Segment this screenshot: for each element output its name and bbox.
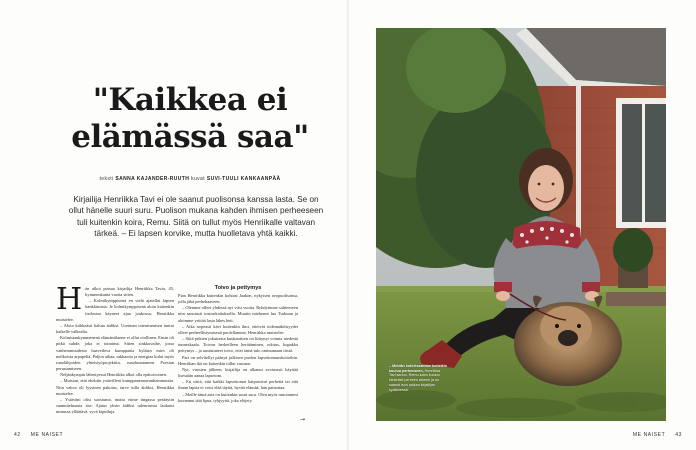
body-paragraph: Pian Henriikka kuitenkin kohtasi Jaakon, nykyisen avopuolisonsa, jolla jäkä perhehaaveen. bbox=[178, 293, 298, 305]
body-paragraph: – Muistan, että ehdotin ystävilleni kumppaneanavanhemmuutta. Niin vahva oli lyysinen pakotus, tarve tulla äidiksi, Henriikka muistelee. bbox=[56, 378, 174, 396]
body-column-1 bbox=[56, 282, 174, 415]
magazine-name-left: ME NAISET bbox=[30, 432, 64, 438]
body-paragraph: Nyt, vuosien jälkeen, kirjailija on alkanut avoimesti käyttää lisesiään aanaa lapsetom. bbox=[178, 366, 298, 379]
page-number-left: 42 bbox=[14, 432, 21, 438]
body-paragraph: Neljänkympin lähestyessä Henriikka alkoi olla epätoivoinen. bbox=[60, 372, 168, 378]
magazine-name-right: ME NAISET bbox=[632, 432, 666, 438]
article-credits bbox=[40, 176, 340, 182]
body-paragraph: Pari on selvitellyt pääsyä julkisen puolen lapsettomuushoitoihin. Henriikan ikä on kuitenkin tullut vastaan. bbox=[178, 354, 298, 366]
page-gutter bbox=[347, 0, 349, 450]
folio-right bbox=[633, 432, 682, 438]
credit-text-label: teksti bbox=[99, 176, 114, 182]
drop-cap: H bbox=[56, 282, 83, 317]
photo-caption bbox=[389, 364, 447, 392]
credit-photo-label: kuvat bbox=[191, 176, 206, 182]
article-lead: Kirjailija Henriikka Tavi ei ole saanut puolisonsa kanssa lasta. Se on ollut hänelle suuri suru. Puolison mukana kahden ihmisen perheeseen tuli kuitenkin koira, Remu. Siitä on tullut myös Henriikalle valtavan tärkeä. – Ei lapsen korvike, mutta huolletava yhtä kaikki. bbox=[68, 195, 324, 239]
title-line-2: elämässä saa" bbox=[71, 119, 309, 155]
body-paragraph: – Kolmikymppisenä en vielä ajatellut lapsen hankkimista. Je kolmikymppisenä aloin kuitenkin tiedostaa käyneet ajan joukossa, Henriikka muistelee. bbox=[56, 298, 174, 322]
body-paragraph: – Ystäväni olisi suostunut, mutta viime tingassa perääytin suunnitelmasta itse. Ajatus yksin äidiksi tulemisesta laukaisi minussa ylläätävä, syvä kipuiluja. bbox=[56, 396, 174, 415]
caption-rest: Henriikka Tavi sanoo. Remu-koira kuuluu kiinteästi perheen arkeen ja on saanut ison paikan kirjailijan sydämessä. bbox=[389, 368, 441, 392]
body-paragraph: än alkoi puisua kirjailija Henriikka Tavia, 45, kymmenkunta vuotta sitten. bbox=[85, 286, 174, 298]
section-subhead: Toivo ja pettymys bbox=[214, 285, 262, 291]
article-title bbox=[40, 82, 340, 156]
continue-arrow-icon: → bbox=[300, 416, 306, 423]
body-paragraph: – Siitä pitkien jokaisesta kuukautisen on liittynyt voimia niedestä tunneskaala. Toivon herkeilleen herätäminen, odotus, kupakka pettymys – ja uusiutuneet toivo, ettei tämä tulo ominumaan tiistä. bbox=[178, 336, 298, 354]
body-paragraph: – Aika nopeasti kävi kuitenkin ilmi, etteivät todennäköisyydet olleet perheellistymiseuä puolellamme, Henriikka muistelee. bbox=[178, 323, 298, 335]
credit-photographer: SUVI-TUULI KANKAANPÄÄ bbox=[206, 176, 281, 182]
credit-writer: SANNA KAJANDER-RUUTH bbox=[115, 176, 190, 182]
folio-left bbox=[14, 432, 63, 438]
body-paragraph: – Meille tämä asia on kuitenkin suuri suru. Olen myös runotamesi kuvannut tätä lipsa, tyhjyyttä, joka elöjety. bbox=[178, 391, 298, 403]
caption-lead: – Meidän kotirrissamme kotieläin kuuluu perheeseen, bbox=[389, 364, 447, 373]
body-paragraph: Kolmistaukymmenenä elämäntilanne ei ollut otollinen. Ensin oli pitkä suhde, joka ei toiminut. Sitten sinkkuvaihe, jossa vanhemmuudesta haaveileva kumppania kyläsin mies oli melkoista arpapeliä. Paljon aikaa, rakkautta ja energiaa kului myös runolähjoiden yhteistyöprojektiin, runoluuntaneen Poesian perustamiseen. bbox=[56, 335, 174, 372]
body-paragraph: – En väitä, että kaikki lapsettomat kaipaisivat perhettä tai että ilman lapsia ei voisi elää täyttä, hyvää elämää, hän painottaa. bbox=[178, 379, 298, 391]
body-column-2 bbox=[178, 284, 298, 404]
title-line-1: "Kaikkea ei bbox=[92, 82, 288, 118]
body-paragraph: – Olemme olleet yhdessä nyt viisi vuotta. Ryhdyimme saltteeseen niin sanotusti tosirarkoituksella. Muutin miehenni luo Turkuun ja aloimme yrittää lasta lähes heti. bbox=[178, 305, 298, 323]
portrait-photo bbox=[376, 28, 666, 421]
body-paragraph: – Aloin kiihkeästi haluta äidiksi. Useiman toteuttamisen tuntui kaikelle valkealta. bbox=[56, 322, 174, 335]
page-number-right: 43 bbox=[675, 432, 682, 438]
